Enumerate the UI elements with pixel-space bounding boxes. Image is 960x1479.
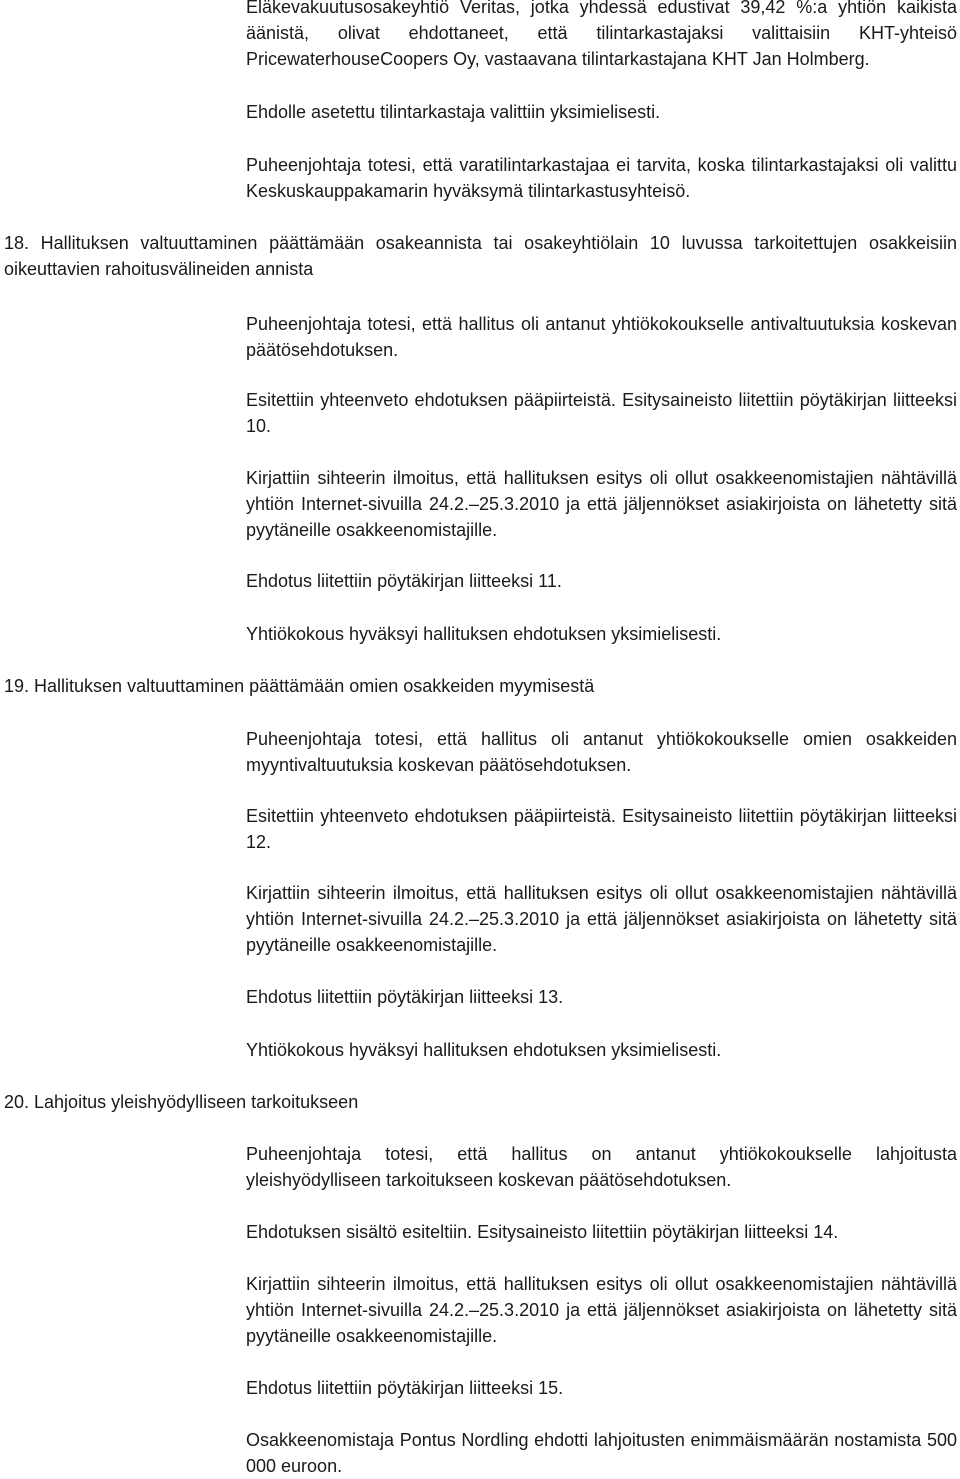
section-20-paragraph-1: Puheenjohtaja totesi, että hallitus on antanut yhtiökokoukselle lahjoitusta yleishyödylliseen tarkoitukseen koskevan päätösehdotuksen. [246,1144,957,1190]
section-19-paragraph-2: Esitettiin yhteenveto ehdotuksen pääpiirteistä. Esitysaineisto liitettiin pöytäkirjan liitteeksi 12. [246,806,957,852]
section-18-paragraph-4: Ehdotus liitettiin pöytäkirjan liitteeksi 11. [246,571,562,591]
section-18-paragraph-1: Puheenjohtaja totesi, että hallitus oli antanut yhtiökokoukselle antivaltuutuksia koskevan päätösehdotuksen. [246,314,957,360]
section-18-paragraph-5: Yhtiökokous hyväksyi hallituksen ehdotuksen yksimielisesti. [246,624,722,644]
section-20-heading: 20. Lahjoitus yleishyödylliseen tarkoitukseen [4,1092,359,1112]
section-19-paragraph-5: Yhtiökokous hyväksyi hallituksen ehdotuksen yksimielisesti. [246,1040,722,1060]
section-19-heading: 19. Hallituksen valtuuttaminen päättämään omien osakkeiden myymisestä [4,676,595,696]
section-18-paragraph-3: Kirjattiin sihteerin ilmoitus, että hallituksen esitys oli ollut osakkeenomistajien nähtävillä yhtiön Internet-sivuilla 24.2.–25.3.2010 ja että jäljennökset asiakirjoista on lähetetty sitä pyytäneille osakkeenomistajille. [246,468,957,540]
section-20-paragraph-4: Ehdotus liitettiin pöytäkirjan liitteeksi 15. [246,1378,564,1398]
paragraph-auditor-proposal: Eläkevakuutusosakeyhtiö Veritas, jotka yhdessä edustivat 39,42 %:a yhtiön kaikista äänistä, olivat ehdottaneet, että tilintarkastajaksi valittaisiin KHT-yhteisö PricewaterhouseCoopers Oy, vastaavana tilintarkastajana KHT Jan Holmberg. [246,0,957,69]
section-18-heading: 18. Hallituksen valtuuttaminen päättämään osakeannista tai osakeyhtiölain 10 luvussa tarkoitettujen osakkeisiin oikeuttavien rahoitusvälineiden annista [4,233,957,279]
section-19-paragraph-3: Kirjattiin sihteerin ilmoitus, että hallituksen esitys oli ollut osakkeenomistajien nähtävillä yhtiön Internet-sivuilla 24.2.–25.3.2010 ja että jäljennökset asiakirjoista on lähetetty sitä pyytäneille osakkeenomistajille. [246,883,957,955]
section-20-paragraph-2: Ehdotuksen sisältö esiteltiin. Esitysaineisto liitettiin pöytäkirjan liitteeksi 14. [246,1222,839,1242]
section-20-paragraph-3: Kirjattiin sihteerin ilmoitus, että hallituksen esitys oli ollut osakkeenomistajien nähtävillä yhtiön Internet-sivuilla 24.2.–25.3.2010 ja että jäljennökset asiakirjoista on lähetetty sitä pyytäneille osakkeenomistajille. [246,1274,957,1346]
paragraph-auditor-elected: Ehdolle asetettu tilintarkastaja valittiin yksimielisesti. [246,102,661,122]
section-18-paragraph-2: Esitettiin yhteenveto ehdotuksen pääpiirteistä. Esitysaineisto liitettiin pöytäkirjan liitteeksi 10. [246,390,957,436]
section-20-paragraph-5: Osakkeenomistaja Pontus Nordling ehdotti lahjoitusten enimmäismäärän nostamista 500 000 euroon. [246,1430,957,1476]
section-19-paragraph-4: Ehdotus liitettiin pöytäkirjan liitteeksi 13. [246,987,564,1007]
paragraph-deputy-auditor: Puheenjohtaja totesi, että varatilintarkastajaa ei tarvita, koska tilintarkastajaksi oli valittu Keskuskauppakamarin hyväksymä tilintarkastusyhteisö. [246,155,957,201]
section-19-paragraph-1: Puheenjohtaja totesi, että hallitus oli antanut yhtiökokoukselle omien osakkeiden myyntivaltuutuksia koskevan päätösehdotuksen. [246,729,957,775]
